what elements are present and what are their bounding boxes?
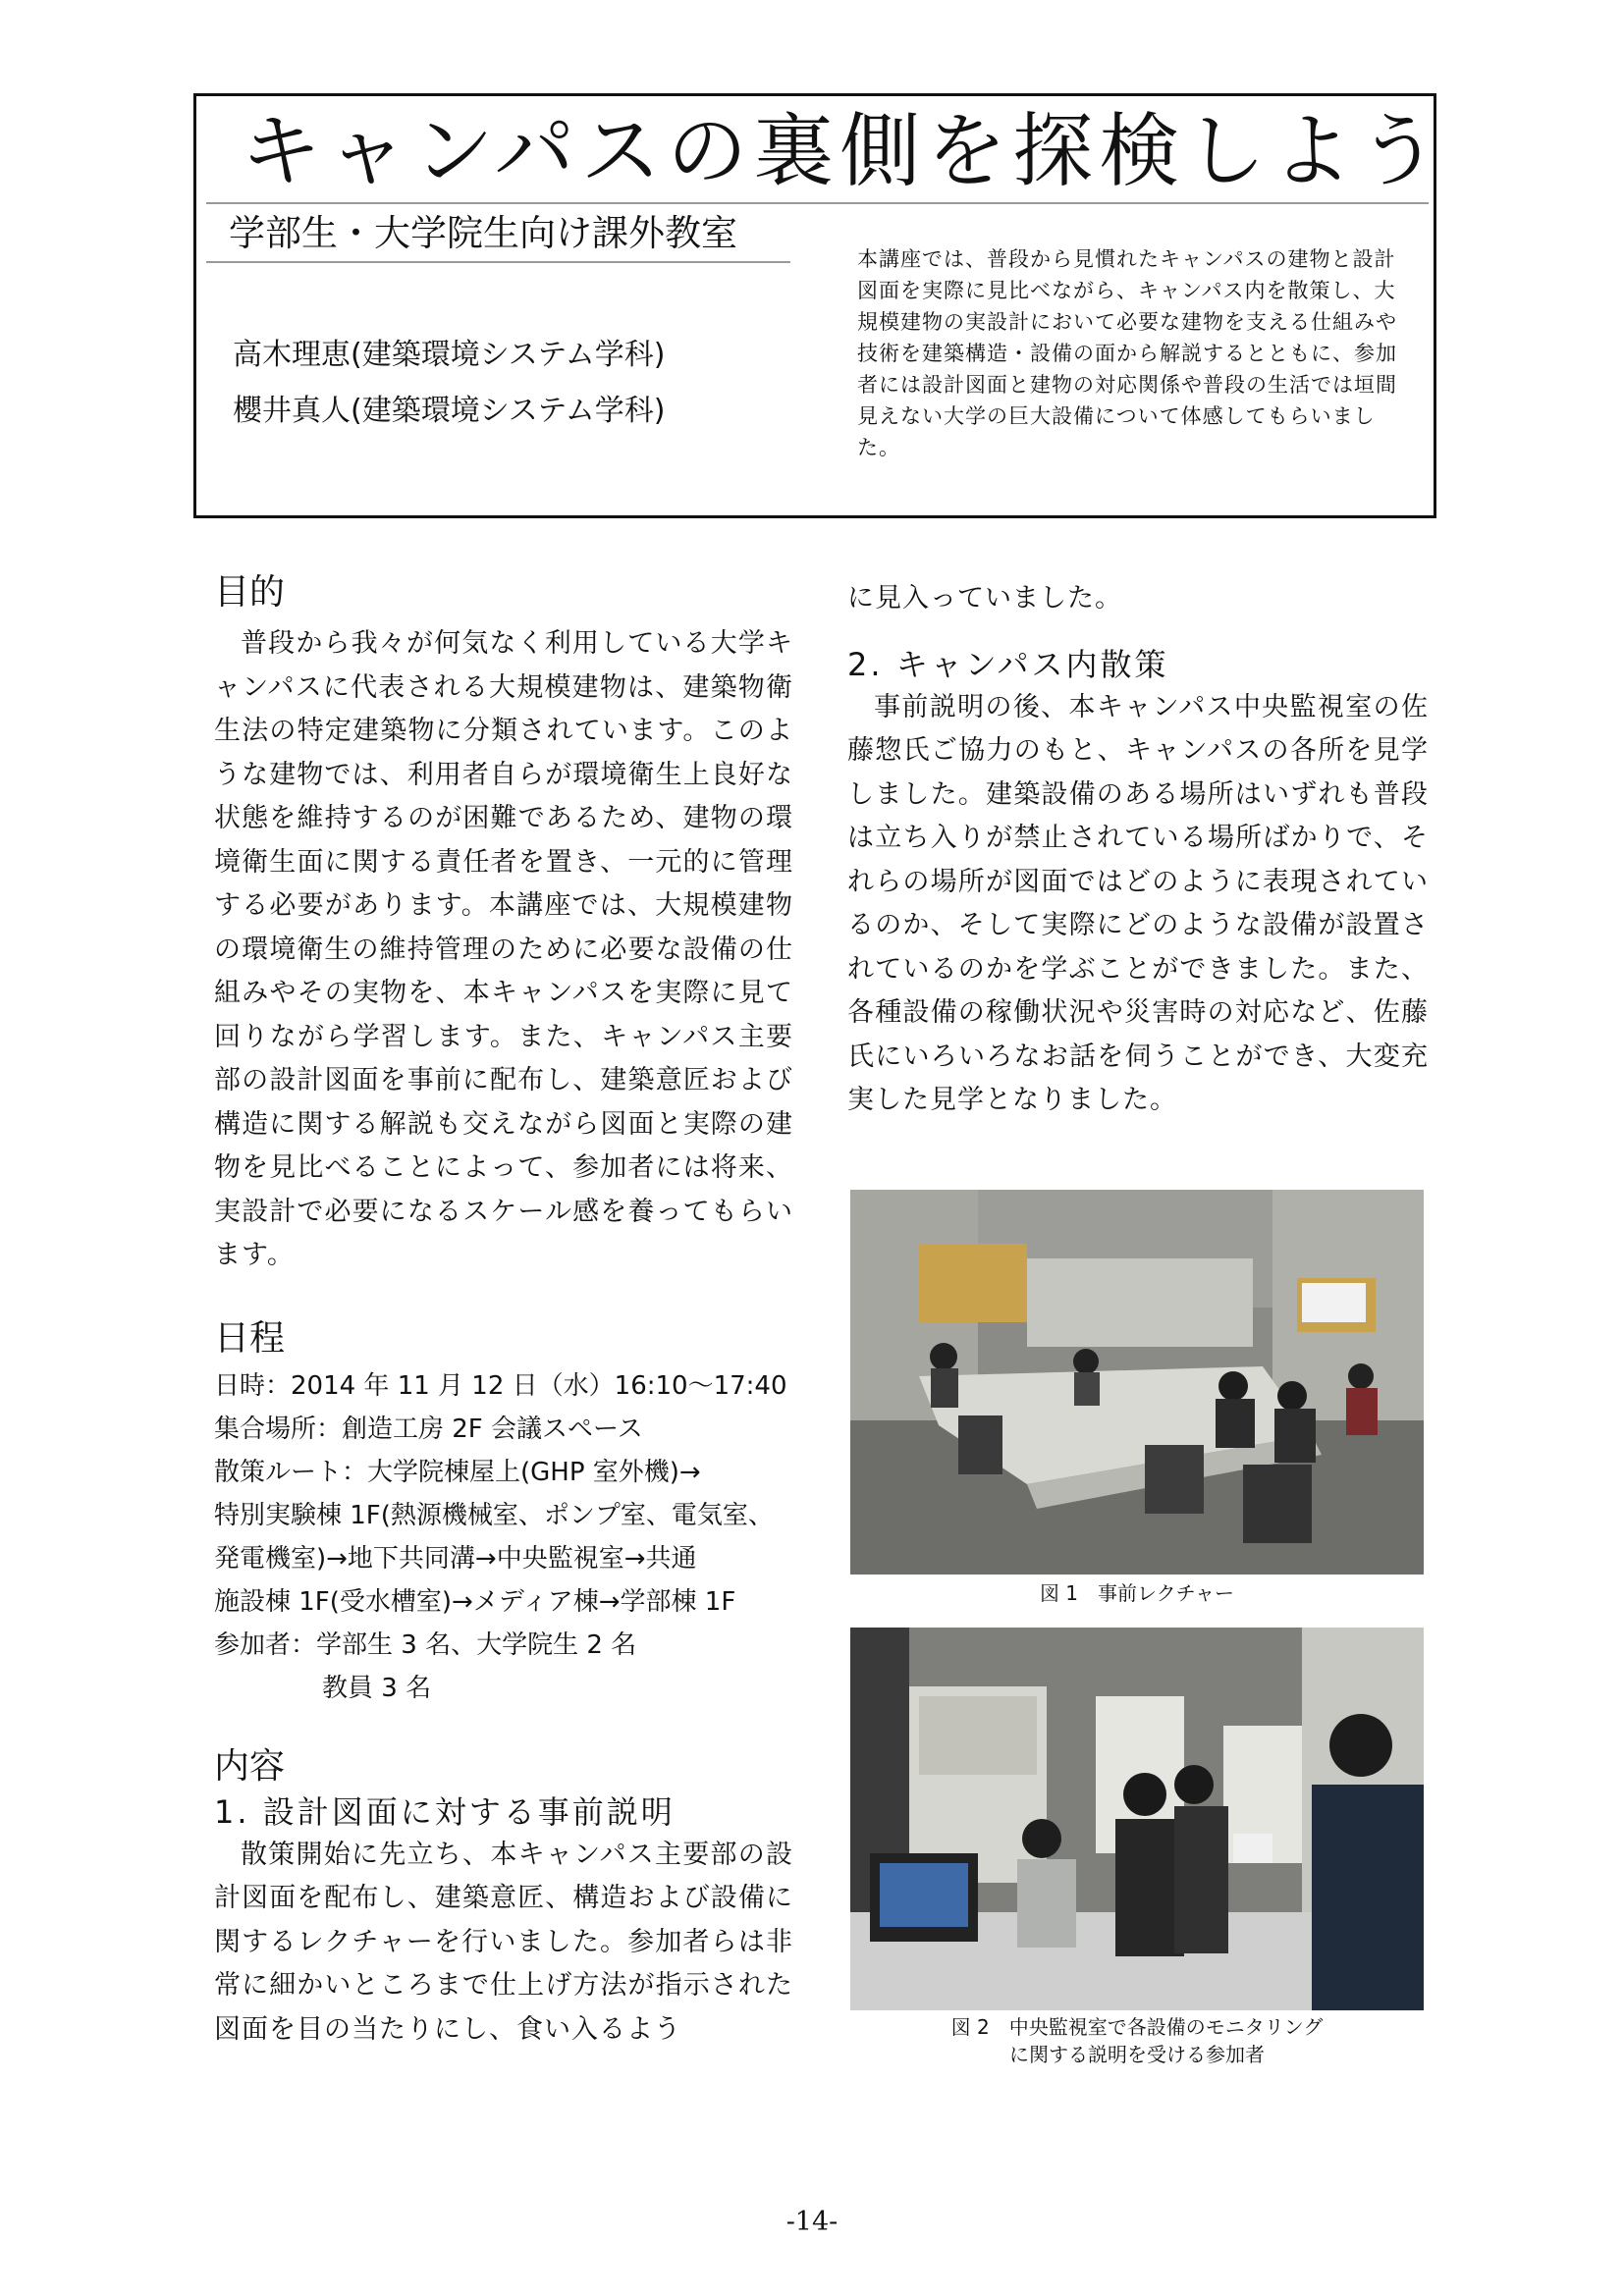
section-heading-schedule: 日程 [214, 1317, 286, 1359]
page-title: キャンパスの裏側を探検しよう [241, 105, 1445, 198]
schedule-line: 特別実験棟 1F(熱源機械室、ポンプ室、電気室、 [214, 1500, 774, 1530]
abstract: 本講座では、普段から見慣れたキャンパスの建物と設計図面を実際に見比べながら、キャンパス内を散策し、大規模建物の実設計において必要な建物を支える仕組みや技術を建築構造・設備の面から解説するとともに、参加者には設計図面と建物の対応関係や普段の生活では垣間見えない大学の巨大設備について体感してもらいました。 [857, 247, 1397, 459]
section-heading-content: 内容 [214, 1745, 286, 1787]
subtitle-divider [206, 261, 790, 263]
figure-1-photo [850, 1190, 1424, 1575]
schedule-line: 参加者：学部生 3 名、大学院生 2 名 [214, 1629, 637, 1660]
schedule-line: 集合場所：創造工房 2F 会議スペース [214, 1414, 643, 1444]
schedule-list [214, 1364, 793, 1710]
subsection-heading-1: 1. 設計図面に対する事前説明 [214, 1792, 676, 1831]
figure-2-caption-line-1: 図 2 中央監視室で各設備のモニタリング [950, 2015, 1324, 2039]
subsection-2-text: 事前説明の後、本キャンパス中央監視室の佐藤惣氏ご協力のもと、キャンパスの各所を見学しました。建築設備のある場所はいずれも普段は立ち入りが禁止されている場所ばかりで、それらの場所が図面ではどのように表現されているのか、そして実際にどのような設備が設置されているのかを学ぶことができました。また、各種設備の稼働状況や災害時の対応など、佐藤氏にいろいろなお話を伺うことができ、大変充実した見学となりました。 [847, 691, 1429, 1115]
author-1: 高木理恵(建築環境システム学科) [233, 338, 666, 372]
schedule-line: 発電機室)→地下共同溝→中央監視室→共通 [214, 1543, 697, 1574]
title-divider [206, 202, 1429, 204]
section-heading-purpose: 目的 [214, 572, 286, 613]
lecture-room-image [850, 1190, 1424, 1575]
subtitle: 学部生・大学院生向け課外教室 [229, 212, 737, 254]
figure-2-photo [850, 1628, 1424, 2010]
page-number: -14- [785, 2207, 839, 2237]
author-2: 櫻井真人(建築環境システム学科) [233, 394, 666, 428]
figure-1-caption: 図 1 事前レクチャー [1039, 1581, 1235, 1605]
purpose-text: 普段から我々が何気なく利用している大学キャンパスに代表される大規模建物は、建築物衛生法の特定建築物に分類されています。このような建物では、利用者自らが環境衛生上良好な状態を維持するのが困難であるため、建物の環境衛生面に関する責任者を置き、一元的に管理する必要があります。本講座では、大規模建物の環境衛生の維持管理のために必要な設備の仕組みやその実物を、本キャンパスを実際に見て回りながら学習します。また、キャンパス主要部の設計図面を事前に配布し、建築意匠および構造に関する解説も交えながら図面と実際の建物を見比べることによって、参加者には将来、実設計で必要になるスケール感を養ってもらいます。 [214, 628, 793, 1270]
figure-2-caption-line-2: に関する説明を受ける参加者 [1009, 2043, 1265, 2066]
subsection-heading-2: 2. キャンパス内散策 [847, 645, 1169, 683]
schedule-line: 教員 3 名 [322, 1673, 432, 1703]
left-column [214, 569, 793, 2052]
subsection-1-continued: に見入っていました。 [847, 583, 1122, 614]
schedule-line: 日時：2014 年 11 月 12 日（水）16:10～17:40 [214, 1370, 787, 1401]
monitoring-room-image [850, 1628, 1424, 2010]
subsection-1-text: 散策開始に先立ち、本キャンパス主要部の設計図面を配布し、建築意匠、構造および設備に関するレクチャーを行いました。参加者らは非常に細かいところまで仕上げ方法が指示された図面を目の当たりにし、食い入るよう [214, 1839, 793, 2045]
schedule-line: 散策ルート：大学院棟屋上(GHP 室外機)→ [214, 1457, 701, 1487]
schedule-line: 施設棟 1F(受水槽室)→メディア棟→学部棟 1F [214, 1586, 736, 1617]
right-column [847, 569, 1429, 1123]
